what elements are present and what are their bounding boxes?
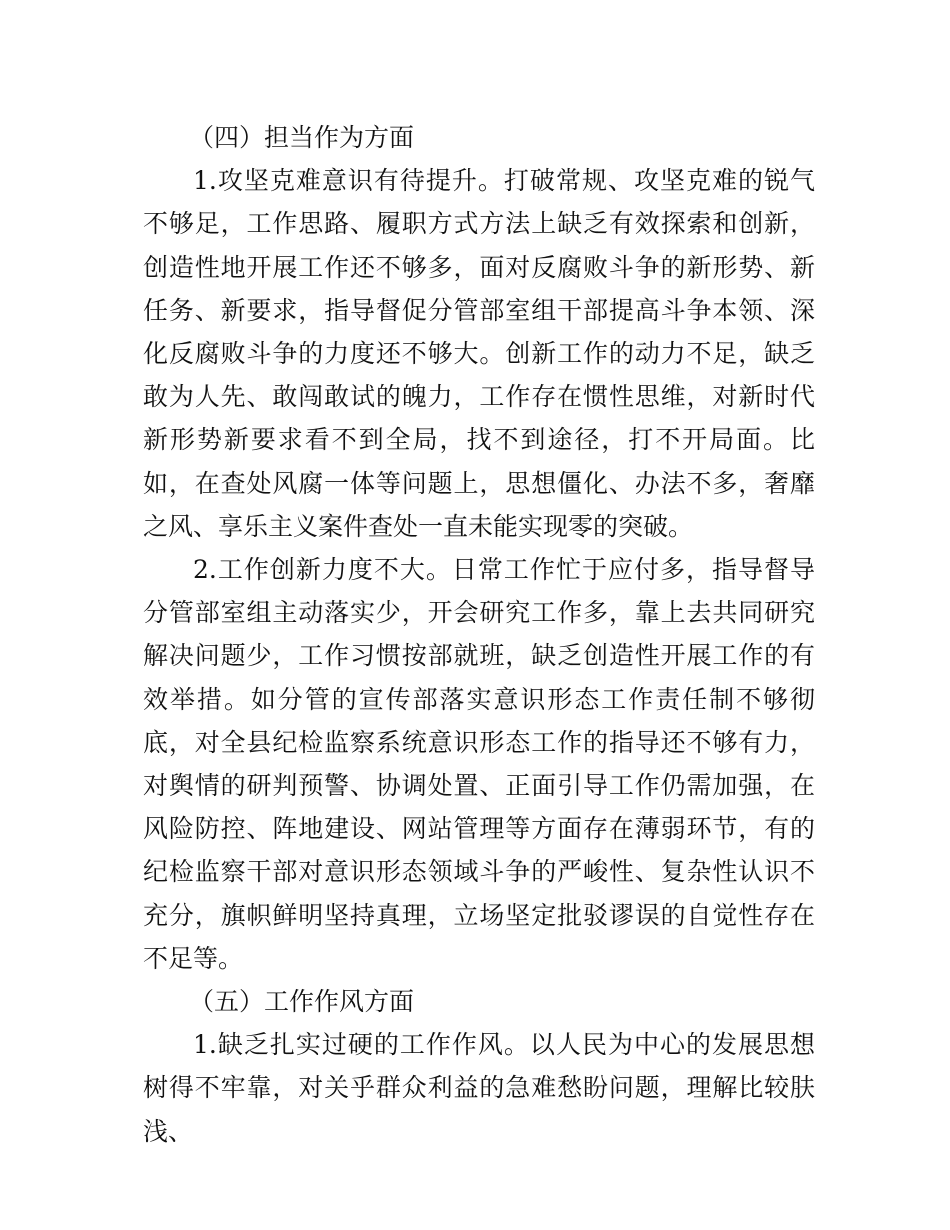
section-heading-4: （四）担当作为方面 bbox=[189, 123, 415, 152]
document-body bbox=[143, 116, 815, 1153]
paragraph-4-1: 1.攻坚克难意识有待提升。打破常规、攻坚克难的锐气不够足，工作思路、履职方式方法上缺乏有效探索和创新，创造性地开展工作还不够多，面对反腐败斗争的新形势、新任务、新要求，指导督促分管部室组干部提高斗争本领、深化反腐败斗争的力度还不够大。创新工作的动力不足，缺乏敢为人先、敢闯敢试的魄力，工作存在惯性思维，对新时代新形势新要求看不到全局，找不到途径，打不开局面。比如，在查处风腐一体等问题上，思想僵化、办法不多，奢靡之风、享乐主义案件查处一直未能实现零的突破。 bbox=[143, 166, 815, 541]
paragraph-5-1: 1.缺乏扎实过硬的工作作风。以人民为中心的发展思想树得不牢靠，对关乎群众利益的急难愁盼问题，理解比较肤浅、 bbox=[143, 1030, 815, 1146]
paragraph-4-2: 2.工作创新力度不大。日常工作忙于应付多，指导督导分管部室组主动落实少，开会研究工作多，靠上去共同研究解决问题少，工作习惯按部就班，缺乏创造性开展工作的有效举措。如分管的宣传部落实意识形态工作责任制不够彻底，对全县纪检监察系统意识形态工作的指导还不够有力，对舆情的研判预警、协调处置、正面引导工作仍需加强，在风险防控、阵地建设、网站管理等方面存在薄弱环节，有的纪检监察干部对意识形态领域斗争的严峻性、复杂性认识不充分，旗帜鲜明坚持真理，立场坚定批驳谬误的自觉性存在不足等。 bbox=[143, 555, 815, 973]
section-heading-5: （五）工作作风方面 bbox=[189, 987, 415, 1017]
